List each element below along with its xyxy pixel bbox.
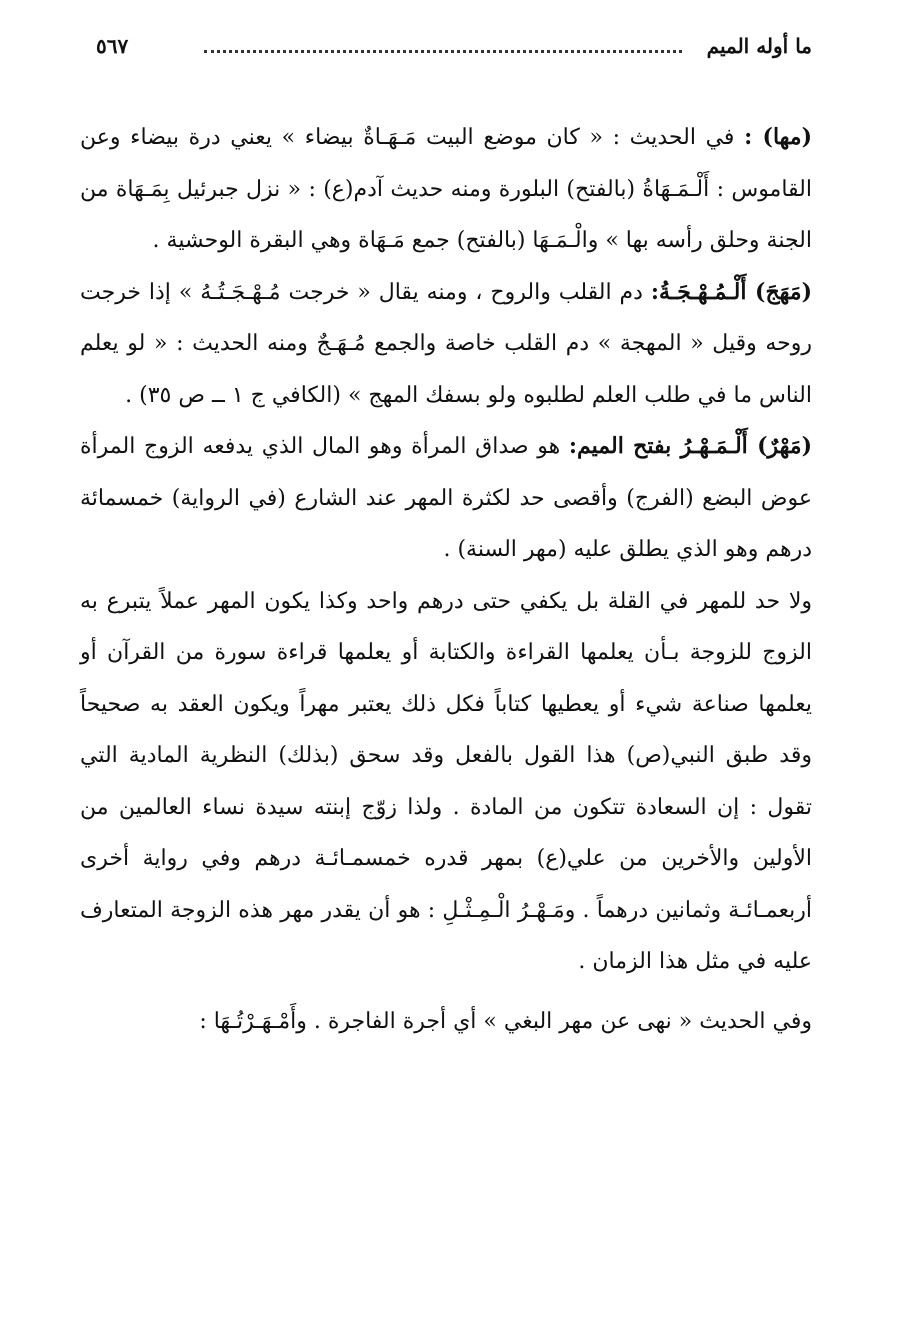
dotted-leader	[204, 50, 682, 53]
entry-term: (مها) :	[744, 124, 812, 150]
paragraph-text: ولا حد للمهر في القلة بل يكفي حتى درهم واحد وكذا يكون المهر عملاً يتبرع به الزوج للزوجة بـأن يعلمها القراءة والكتابة أو يعلمها قراءة سورة من القرآن أو يعلمها صناعة شيء أو يعطيها كتاباً فكل ذلك يعتبر مهراً ويكون العقد به صحيحاً وقد طبق النبي(ص) هذا القول بالفعل وقد سحق (بذلك) النظرية المادية التي تقول : إن السعادة تتكون من المادة . ولذا زوّج إبنته سيدة نساء العالمين من الأولين والأخرين من علي(ع) بمهر قدره خمسمـائـة درهم وفي رواية أخرى أربعمـائـة وثمانين درهماً . ومَـهْـرُ الْـمِـثْـلِ : هو أن يقدر مهر هذه الزوجة المتعارف عليه في مثل هذا الزمان .	[80, 588, 812, 974]
paragraph-text: وفي الحديث « نهى عن مهر البغي » أي أجرة الفاجرة . وأَمْـهَـرْتُـهَا :	[199, 1008, 812, 1034]
entry-mahaja	[80, 267, 812, 422]
section-title: ما أوله الميم	[706, 34, 812, 58]
entry-text: في الحديث : « كان موضع البيت مَـهَـاةٌ بيضاء » يعني درة بيضاء وعن القاموس : أَلْـمَـهَاةُ (بالفتح) البلورة ومنه حديث آدم(ع) : « نزل جبرئيل بِمَـهَاة من الجنة وحلق رأسه بها » والْـمَـهَا (بالفتح) جمع مَـهَاة وهي البقرة الوحشية .	[80, 125, 812, 253]
paragraph-hadith	[80, 996, 812, 1048]
entry-term: (مَهْرٌ) أَلْـمَـهْـرُ بفتح الميم:	[568, 433, 813, 459]
entry-maha	[80, 112, 812, 267]
entry-term: (مَهَجَ) أَلْـمُـهْـجَـةُ:	[650, 278, 812, 305]
entry-mahr	[80, 421, 812, 576]
entry-text: دم القلب والروح ، ومنه يقال « خرجت مُـهْـجَـتُـهُ » إذا خرجت روحه وقيل « المهجة » دم القلب خاصة والجمع مُـهَـجٌ ومنه الحديث : « لو يعلم الناس ما في طلب العلم لطلبوه ولو بسفك المهج » (الكافي ج ١ ــ ص ٣٥) .	[80, 279, 812, 408]
dictionary-body	[80, 112, 812, 1047]
page-number: ٥٦٧	[96, 34, 129, 58]
entry-text: هو صداق المرأة وهو المال الذي يدفعه الزوج المرأة عوض البضع (الفرج) وأقصى حد لكثرة المهر عند الشارع (في الرواية) خمسمائة درهم وهو الذي يطلق عليه (مهر السنة) .	[80, 434, 812, 562]
paragraph-mahr-detail	[80, 576, 812, 988]
running-header	[96, 34, 812, 68]
